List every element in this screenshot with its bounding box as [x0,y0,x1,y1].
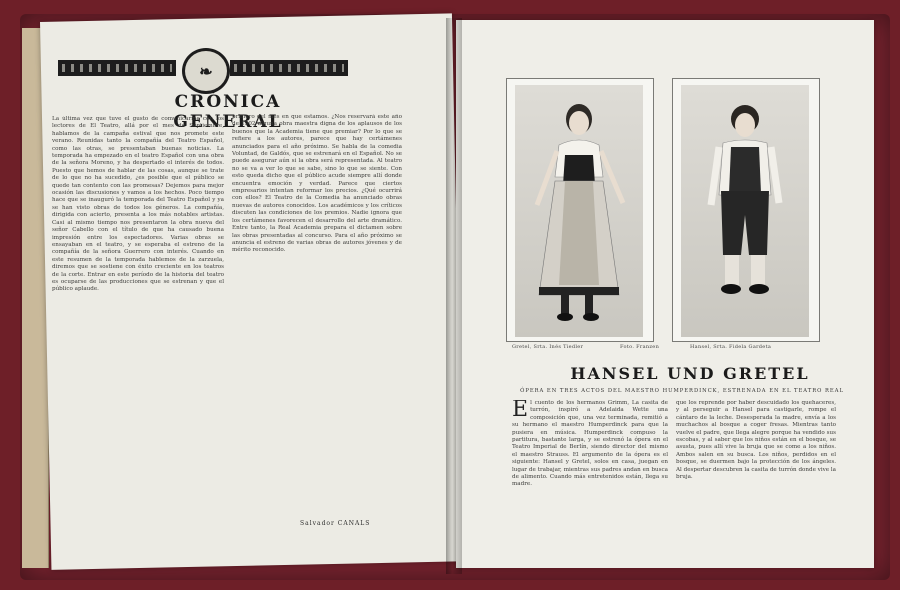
photo-gretel [506,78,654,342]
caption-gretel: Gretel, Srta. Inés Tiedler [512,344,584,350]
article-column-3 [512,400,668,520]
caption-hansel: Hansel, Srta. Fidela Gardeta [690,344,772,350]
ornament-bar-right [230,60,348,76]
article-column-3-text: l cuento de los hermanos Grimm, La casita de turrón, inspiró a Adelaida Wette una composición que, una vez terminada, remitió a su hermano el maestro Humperdinck para que la pusiera en música. Humperdinck compuso la partitura, bastante larga, y se estrenó la ópera en el Teatro Imperial de Berlín, siendo director del mismo el maestro Strauss. El argumento de la ópera es el siguiente: Hansel y Gretel, solos en casa, juegan en lugar de trabajar, mientras sus padres andan en busca de alimento. Cuando más entretenidos están, llega su madre. [512,400,668,488]
article-column-1: La última vez que tuve el gusto de comunicarme con los lectores de El Teatro, allá por el mes de Septiembre, hablamos de la campaña estival que nos promete este verano. Reunidas tanto la compañía del Teatro Español, como las otras, se presentaban buenas noticias. La temporada ha empezado en el teatro Español con una obra de la señora Moreno, y ha despertado el interés de todos. Puesto que hemos de hablar de las cosas, aunque se trate de lo que no ha sucedido, ¿es posible que el público se quede tan contento con las promesas? Dejemos para mejor ocasión las discusiones y vamos a los hechos. Poco tiempo hace que se inauguró la temporada del Teatro Español y ya se han visto obras de todos los géneros. La compañía, dirigida con acierto, presenta a los más notables artistas. Casi al mismo tiempo nos presentaron la obra nueva del señor Cabello con el título de que ha causado buena impresión entre los espectadores. Varias obras se ensayaban en el teatro, y se esperaba el estreno de la compañía de la señora Guerrero con interés. Cuando en este resumen de la temporada hablemos de la zarzuela, diremos que se sostiene con éxito creciente en los teatros de la corte. Entrar en este período de la historia del teatro es ocuparse de las producciones que se estrenan y que el público aplaude. [52,116,224,293]
section-title-cronica: CRÓNICA GENERAL [173,92,283,132]
gretel-photo-image [515,85,643,337]
emblem-icon: ❧ [182,48,230,94]
article-column-2: primero del mes en que estamos. ¿Nos reservará este año de 1902 alguna obra maestra digna de los aplausos de los buenos que la Academia tiene que premiar? Por lo que se refiere a los autores, parece que hay certámenes anunciados para el año próximo. Se habla de la comedia Voluntad, de Galdós, que se estrenará en el Español. No se puede asegurar aún si la obra será representada. Al teatro no se va a ver lo que se sabe, sino lo que se siente. Con esto queda dicho que el público acude siempre allí donde encuentra emoción y verdad. Parece que ciertos empresarios intentan reformar los precios. ¿Qué ocurrirá con ellos? El Teatro de la Comedia ha anunciado obras nuevas de autores conocidos. Los académicos y los críticos discuten las condiciones de los premios. Nadie ignora que los certámenes favorecen el desarrollo del arte dramático. Entre tanto, la Real Academia prepara el dictamen sobre las obras presentadas al concurso. Para el año próximo se anuncia el estreno de varias obras de autores jóvenes y de mérito reconocido. [232,114,402,254]
drop-cap: E [512,400,529,422]
caption-photographer: Foto. Franzen [620,344,660,350]
book-gutter [446,18,462,574]
section-title-hansel: HANSEL UND GRETEL [570,364,810,383]
section-subtitle: ÓPERA EN TRES ACTOS DEL MAESTRO HUMPERDINCK, ESTRENADA EN EL TEATRO REAL [520,388,844,394]
article-column-4: que los reprende por haber descuidado los quehaceres, y al perseguir a Hansel para castigarle, rompe el cántaro de la leche. Desesperada la madre, envía a los muchachos al bosque a coger fresas. Mientras tanto vuelve el padre, que llega alegre porque ha vendido sus escobas, y al saber que los niños están en el bosque, se asusta, pues allí vive la bruja que se come a los niños. Ambos salen en su busca. Los niños, perdidos en el bosque, se duermen bajo la protección de los ángeles. Al despertar descubren la casita de turrón donde vive la bruja. [676,400,836,481]
ornamental-header [58,48,348,88]
ornament-bar-left [58,60,176,76]
author-signature: Salvador CANALS [300,520,371,527]
hansel-photo-image [681,85,809,337]
photo-hansel [672,78,820,342]
